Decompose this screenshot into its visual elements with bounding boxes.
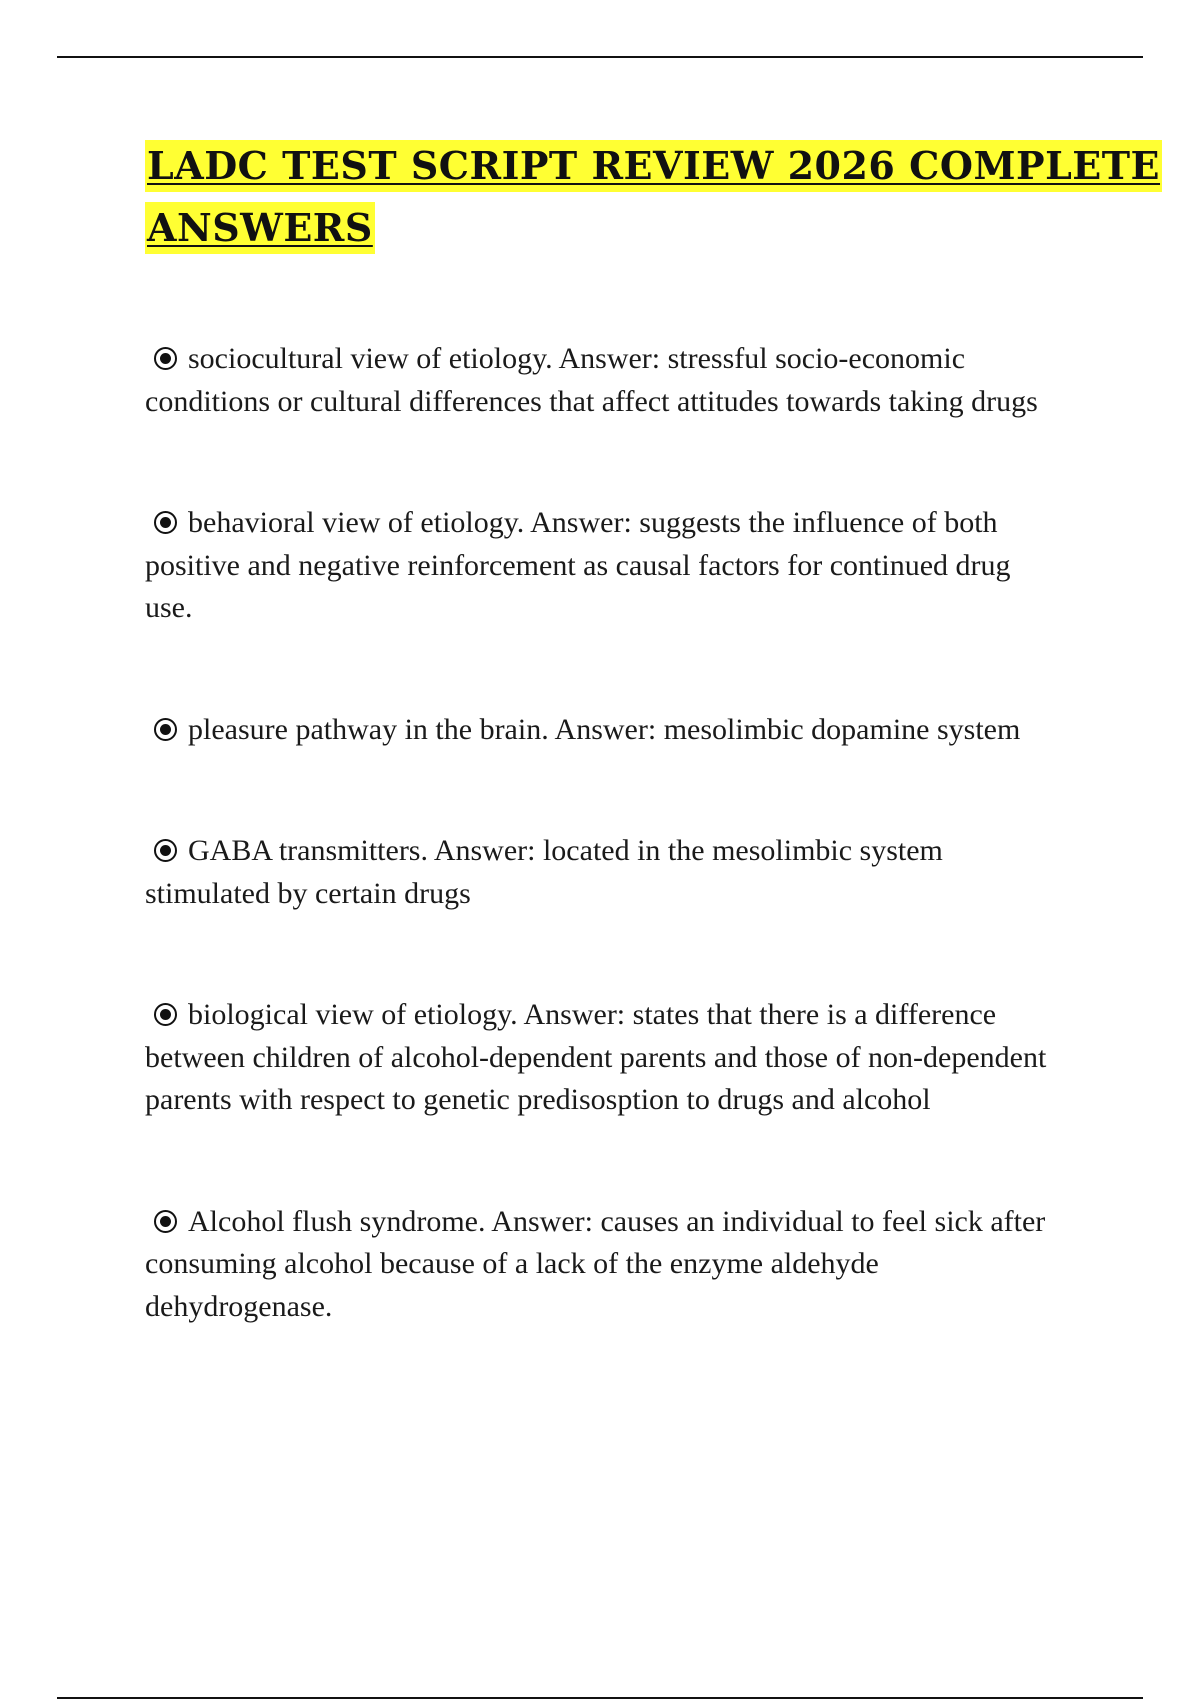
- qa-text: GABA transmitters. Answer: located in the mesolimbic system stimulated by certain drugs: [145, 834, 943, 910]
- qa-item-sociocultural: [145, 338, 1065, 423]
- qa-text: behavioral view of etiology. Answer: suggests the influence of both positive and negative reinforcement as causal factors for continued drug use.: [145, 506, 1011, 624]
- qa-text: biological view of etiology. Answer: states that there is a difference between children of alcohol-dependent parents and those of non-dependent parents with respect to genetic predisosption to drugs and alcohol: [145, 998, 1047, 1116]
- qa-text: Alcohol flush syndrome. Answer: causes an individual to feel sick after consuming alcohol because of a lack of the enzyme aldehyde dehydrogenase.: [145, 1204, 1046, 1323]
- qa-item-alcohol-flush: [145, 1201, 1065, 1329]
- qa-item-biological: [145, 994, 1065, 1122]
- qa-item-gaba: [145, 830, 1065, 915]
- fisheye-bullet-icon: [154, 839, 177, 862]
- qa-item-behavioral: [145, 502, 1065, 630]
- top-rule: [57, 56, 1143, 58]
- fisheye-bullet-icon: [154, 511, 177, 534]
- title-line-2: ANSWERS: [145, 202, 375, 254]
- fisheye-bullet-icon: [154, 1210, 177, 1233]
- bottom-rule: [57, 1697, 1143, 1699]
- qa-text: sociocultural view of etiology. Answer: stressful socio-economic conditions or cultural differences that affect attitudes towards taking drugs: [145, 342, 1038, 418]
- fisheye-bullet-icon: [154, 347, 177, 370]
- qa-list: [145, 338, 1065, 1328]
- qa-item-pleasure-pathway: [145, 709, 1065, 752]
- qa-text: pleasure pathway in the brain. Answer: mesolimbic dopamine system: [188, 712, 1021, 746]
- document-title: [145, 140, 1161, 254]
- title-line-1: LADC TEST SCRIPT REVIEW 2026 COMPLETE: [145, 140, 1162, 192]
- fisheye-bullet-icon: [154, 1003, 177, 1026]
- fisheye-bullet-icon: [154, 718, 177, 741]
